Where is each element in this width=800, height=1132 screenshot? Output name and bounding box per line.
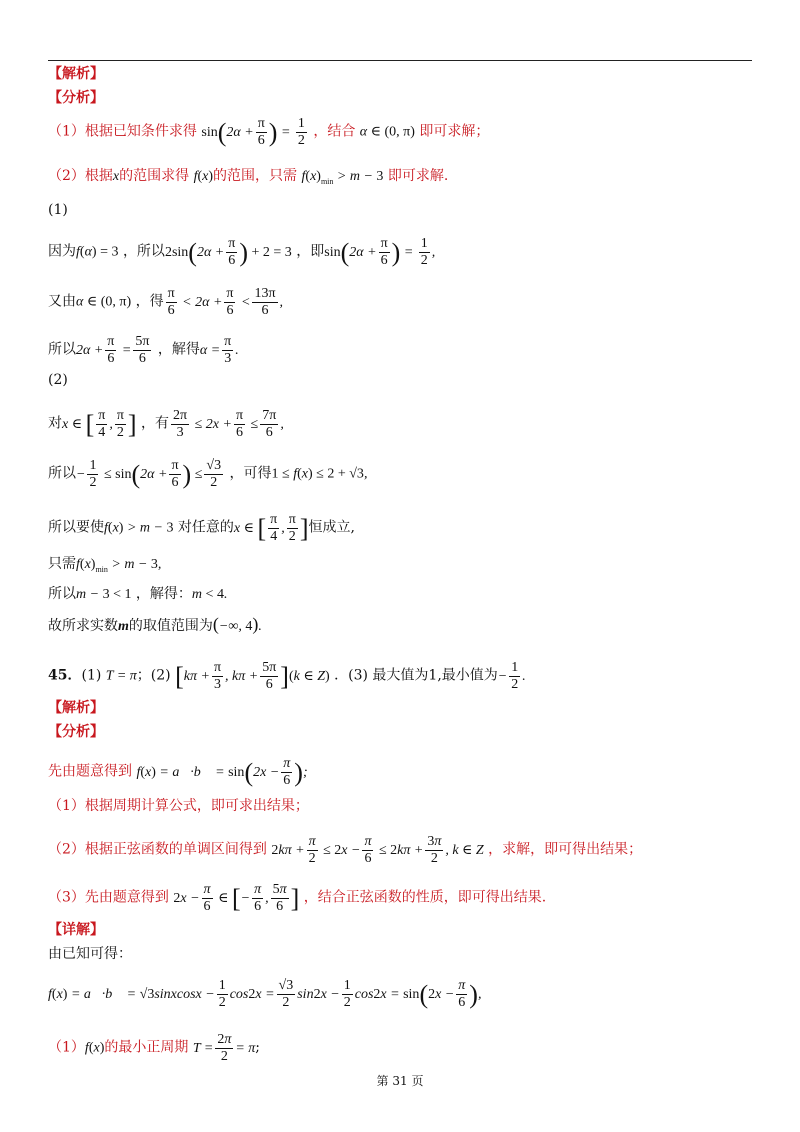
solution-line-2: 又由α ∈ (0, π) ，得 $\frac{\pi}{6}$ < 2α + $\frac{\pi}{6}$ < $\frac{13\pi}{6}$ , <box>48 286 284 318</box>
analysis-line-2: （2）根据x的范围求得 f(x)的范围，只需 $f(x)_{min} > m - 3$ 即可求解. <box>48 168 449 186</box>
section-fenxi-2: 【分析】 <box>48 724 104 740</box>
step-1-label: (1) <box>48 202 68 218</box>
analysis-45-line-2: （2）根据正弦函数的单调区间得到 2kπ + $\frac{\pi}{2}$ ≤ 2x − $\frac{\pi}{6}$ ≤ 2kπ + $\frac{3\pi}{2}$ , k ∈ Z ，求解，即可得出结果； <box>48 834 643 866</box>
page-number: 第 31 页 <box>376 1074 424 1088</box>
step-2-label: (2) <box>48 372 68 388</box>
solution-line-5: 所以− $\frac{1}{2}$ ≤ sin(2α + $\frac{\pi}{6}$ ) ≤ $\frac{√3}{2}$ ，可得1 ≤ f(x) ≤ 2 + √3, <box>48 458 368 490</box>
solution-line-7: 只需$f(x)_{min} > m - 3$, <box>48 556 162 574</box>
period-line: （1）f(x)的最小正周期 T = $\frac{2\pi}{2}$ = π; <box>48 1032 261 1064</box>
section-xiangjie: 【详解】 <box>48 922 104 938</box>
section-jiexi: 【解析】 <box>48 66 104 82</box>
solution-line-4: 对x ∈ [ $\frac{\pi}{4}$ , $\frac{\pi}{2}$ ] ，有 $\frac{2\pi}{3}$ ≤ 2x + $\frac{\pi}{6}$ ≤ $\frac{7\pi}{6}$ , <box>48 408 284 440</box>
section-jiexi-2: 【解析】 <box>48 700 104 716</box>
known-line: 由已知可得： <box>48 946 132 962</box>
analysis-45-line-1: （1）根据周期计算公式，即可求出结果； <box>48 798 309 814</box>
derivation-line: f(x) = a⃗·b⃗ = √3sinxcosx − $\frac{1}{2}$ cos2x = $\frac{√3}{2}$ sin2x − $\frac{1}{2}$ cos2x = sin(2x − $\frac{\pi}{6}$ ), <box>48 978 482 1010</box>
solution-line-1: 因为f(α) = 3 ，所以2sin(2α + $\frac{\pi}{6}$ ) + 2 = 3 ，即sin(2α + $\frac{\pi}{6}$ ) = $\frac{1}{2}$ , <box>48 236 436 268</box>
answer-45: 45．(1) T = π；(2) [kπ + $\frac{\pi}{3}$ , kπ + $\frac{5\pi}{6}$ ](k ∈ Z) ．(3) 最大值为1,最小值为− $\frac{1}{2}$ . <box>48 660 526 692</box>
solution-line-3: 所以2α + $\frac{\pi}{6}$ = $\frac{5\pi}{6}$ ，解得α = $\frac{\pi}{3}$ . <box>48 334 239 366</box>
solution-line-8: 所以m − 3 < 1 ，解得：m < 4. <box>48 586 228 602</box>
top-rule <box>48 60 752 61</box>
analysis-45-line-0: 先由题意得到 f(x) = a⃗·b⃗ = sin(2x − $\frac{\pi}{6}$ ); <box>48 756 308 788</box>
solution-line-9: 故所求实数m的取值范围为(−∞, 4). <box>48 614 262 634</box>
solution-line-6: 所以要使f(x) > m − 3 对任意的x ∈ [ $\frac{\pi}{4}$ , $\frac{\pi}{2}$ ]恒成立, <box>48 512 355 544</box>
analysis-line-1: （1）根据已知条件求得 sin(2α + $\frac{\pi}{6}$ ) = $\frac{1}{2}$ ，结合 α ∈ (0, π) 即可求解； <box>48 116 490 148</box>
section-fenxi: 【分析】 <box>48 90 104 106</box>
analysis-45-line-3: （3）先由题意得到 2x − $\frac{\pi}{6}$ ∈ [− $\frac{\pi}{6}$ , $\frac{5\pi}{6}$ ] ，结合正弦函数的性质，即可得出结果. <box>48 882 547 914</box>
